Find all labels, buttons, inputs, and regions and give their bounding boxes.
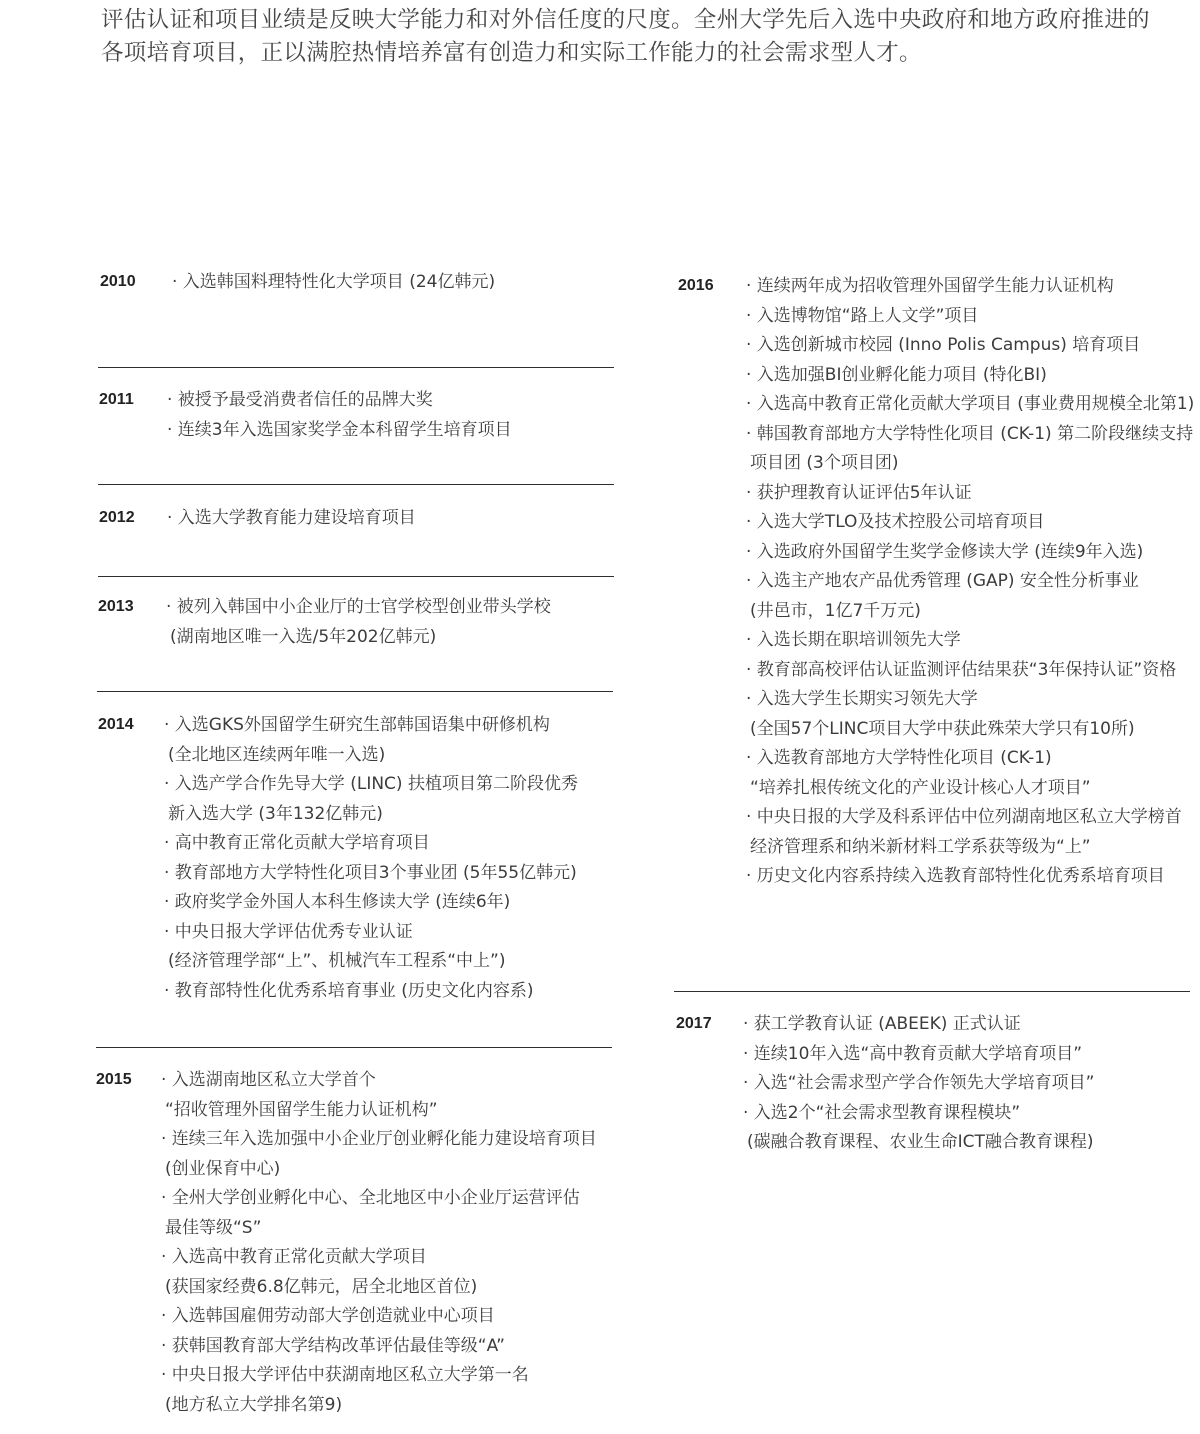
year-label: 2011 <box>99 391 134 408</box>
milestone-item <box>746 685 1194 744</box>
milestone-text: · 入选大学TLO及技术控股公司培育项目 <box>746 512 1045 532</box>
milestone-item <box>743 1099 1094 1158</box>
milestone-text: · 历史文化内容系持续入选教育部特性化优秀系培育项目 <box>746 866 1165 886</box>
milestone-text: · 入选韩国雇佣劳动部大学创造就业中心项目 <box>161 1306 495 1326</box>
milestone-item <box>746 420 1194 479</box>
milestone-note: (井邑市，1亿7千万元) <box>750 600 921 621</box>
milestone-item <box>164 918 578 977</box>
milestone-text: · 入选GKS外国留学生研究生部韩国语集中研修机构 <box>164 715 550 735</box>
milestone-item <box>161 1332 597 1362</box>
milestone-item <box>743 1040 1094 1070</box>
milestone-note: 项目团 (3个项目团) <box>750 453 899 473</box>
milestone-item <box>746 508 1194 538</box>
divider <box>98 484 614 485</box>
milestone-text: · 入选高中教育正常化贡献大学项目 <box>161 1247 427 1267</box>
milestone-text: · 政府奖学金外国人本科生修读大学 (连续6年) <box>164 892 511 912</box>
milestone-text: · 韩国教育部地方大学特性化项目 (CK-1) 第二阶段继续支持 <box>746 423 1194 444</box>
milestone-text: · 入选湖南地区私立大学首个 <box>161 1070 376 1090</box>
intro-line: 各项培育项目，正以满腔热情培养富有创造力和实际工作能力的社会需求型人才。 <box>101 40 922 66</box>
milestone-text: · 入选大学教育能力建设培育项目 <box>167 508 416 528</box>
milestone-item <box>167 416 512 446</box>
milestone-text: · 高中教育正常化贡献大学培育项目 <box>164 833 430 853</box>
milestone-text: · 入选2个“社会需求型教育课程模块” <box>743 1102 1021 1123</box>
milestone-text: · 获工学教育认证 (ABEEK) 正式认证 <box>743 1014 1021 1034</box>
milestone-item <box>746 361 1194 391</box>
milestone-item <box>164 711 578 770</box>
year-label: 2013 <box>98 598 134 615</box>
milestone-text: · 入选产学合作先导大学 (LINC) 扶植项目第二阶段优秀 <box>164 774 578 794</box>
milestone-item <box>746 302 1194 332</box>
intro-paragraph <box>101 4 1150 70</box>
year-label: 2017 <box>676 1015 712 1032</box>
milestone-list <box>167 504 416 534</box>
divider <box>674 991 1190 992</box>
milestone-item <box>746 862 1194 892</box>
milestone-text: · 教育部高校评估认证监测评估结果获“3年保持认证”资格 <box>746 659 1177 680</box>
milestone-item <box>746 626 1194 656</box>
milestone-text: · 连续10年入选“高中教育贡献大学培育项目” <box>743 1043 1083 1064</box>
milestone-text: · 被列入韩国中小企业厅的士官学校型创业带头学校 <box>166 597 551 617</box>
milestone-text: · 入选教育部地方大学特性化项目 (CK-1) <box>746 748 1052 768</box>
milestone-list <box>746 272 1194 892</box>
milestone-text: · 入选主产地农产品优秀管理 (GAP) 安全性分析事业 <box>746 571 1139 591</box>
intro-line: 评估认证和项目业绩是反映大学能力和对外信任度的尺度。全州大学先后入选中央政府和地方政府推进的 <box>101 7 1150 33</box>
milestone-text: · 入选大学生长期实习领先大学 <box>746 689 978 709</box>
milestone-item <box>161 1125 597 1184</box>
milestone-note: 最佳等级“S” <box>165 1217 262 1238</box>
milestone-text: · 获护理教育认证评估5年认证 <box>746 482 972 503</box>
year-label: 2015 <box>96 1071 132 1088</box>
divider <box>98 367 614 368</box>
milestone-text: · 入选博物馆“路上人文学”项目 <box>746 305 979 326</box>
milestone-text: · 连续3年入选国家奖学金本科留学生培育项目 <box>167 419 512 440</box>
milestone-list <box>161 1066 597 1420</box>
milestone-note: 新入选大学 (3年132亿韩元) <box>168 803 383 824</box>
milestone-text: · 入选“社会需求型产学合作领先大学培育项目” <box>743 1073 1095 1093</box>
milestone-note: (经济管理学部“上”、机械汽车工程系“中上”) <box>168 951 506 971</box>
milestone-item <box>164 859 578 889</box>
milestone-note: (地方私立大学排名第9) <box>165 1394 343 1415</box>
milestone-note: “培养扎根传统文化的产业设计核心人才项目” <box>750 777 1091 798</box>
milestone-text: · 入选长期在职培训领先大学 <box>746 630 961 650</box>
milestone-text: · 中央日报的大学及科系评估中位列湖南地区私立大学榜首 <box>746 807 1182 827</box>
milestone-item <box>746 656 1194 686</box>
milestone-item <box>746 479 1194 509</box>
year-label: 2010 <box>100 273 136 290</box>
milestone-text: · 连续三年入选加强中小企业厅创业孵化能力建设培育项目 <box>161 1129 597 1149</box>
milestone-item <box>743 1010 1094 1040</box>
milestone-note: (全北地区连续两年唯一入选) <box>168 744 386 765</box>
milestone-list <box>166 593 551 652</box>
milestone-item <box>746 272 1194 302</box>
year-label: 2016 <box>678 277 714 294</box>
milestone-list <box>164 711 578 1006</box>
milestone-text: · 中央日报大学评估优秀专业认证 <box>164 921 413 942</box>
year-label: 2012 <box>99 509 135 526</box>
milestone-item <box>746 567 1194 626</box>
milestone-text: · 被授予最受消费者信任的品牌大奖 <box>167 390 433 410</box>
milestone-note: (创业保育中心) <box>165 1158 281 1179</box>
milestone-text: · 入选加强BI创业孵化能力项目 (特化BI) <box>746 364 1047 385</box>
milestone-text: · 教育部特性化优秀系培育事业 (历史文化内容系) <box>164 980 534 1001</box>
milestone-note: (碳融合教育课程、农业生命ICT融合教育课程) <box>747 1132 1094 1152</box>
milestone-note: “招收管理外国留学生能力认证机构” <box>165 1099 438 1120</box>
milestone-item <box>167 504 416 534</box>
milestone-item <box>161 1361 597 1420</box>
milestone-text: · 入选创新城市校园 (Inno Polis Campus) 培育项目 <box>746 335 1141 355</box>
milestone-list <box>743 1010 1094 1158</box>
milestone-item <box>164 829 578 859</box>
milestone-text: · 入选高中教育正常化贡献大学项目 (事业费用规模全北第1) <box>746 394 1195 414</box>
milestone-item <box>172 268 495 298</box>
milestone-item <box>164 888 578 918</box>
milestone-item <box>743 1069 1094 1099</box>
milestone-item <box>161 1243 597 1302</box>
milestone-note: (湖南地区唯一入选/5年202亿韩元) <box>170 626 437 647</box>
milestone-note: (全国57个LINC项目大学中获此殊荣大学只有10所) <box>750 718 1135 739</box>
milestone-list <box>167 386 512 445</box>
milestone-text: · 入选政府外国留学生奖学金修读大学 (连续9年入选) <box>746 541 1144 562</box>
milestone-text: · 全州大学创业孵化中心、全北地区中小企业厅运营评估 <box>161 1188 580 1208</box>
divider <box>96 1047 612 1048</box>
year-label: 2014 <box>98 716 134 733</box>
milestone-text: · 入选韩国料理特性化大学项目 (24亿韩元) <box>172 272 496 292</box>
milestone-item <box>161 1184 597 1243</box>
milestone-text: · 连续两年成为招收管理外国留学生能力认证机构 <box>746 276 1114 296</box>
divider <box>98 576 614 577</box>
milestone-item <box>746 538 1194 568</box>
milestone-item <box>161 1066 597 1125</box>
milestone-item <box>164 770 578 829</box>
milestone-item <box>746 744 1194 803</box>
milestone-list <box>172 268 495 298</box>
milestone-item <box>746 803 1194 862</box>
milestone-text: · 中央日报大学评估中获湖南地区私立大学第一名 <box>161 1365 529 1385</box>
milestone-item <box>161 1302 597 1332</box>
milestone-item <box>164 977 578 1007</box>
milestone-item <box>746 331 1194 361</box>
divider <box>97 691 613 692</box>
milestone-text: · 教育部地方大学特性化项目3个事业团 (5年55亿韩元) <box>164 862 577 883</box>
milestone-item <box>746 390 1194 420</box>
milestone-item <box>167 386 512 416</box>
milestone-note: (获国家经费6.8亿韩元，居全北地区首位) <box>165 1276 478 1297</box>
milestone-text: · 获韩国教育部大学结构改革评估最佳等级“A” <box>161 1335 505 1356</box>
milestone-note: 经济管理系和纳米新材料工学系获等级为“上” <box>750 836 1091 857</box>
milestone-item <box>166 593 551 652</box>
